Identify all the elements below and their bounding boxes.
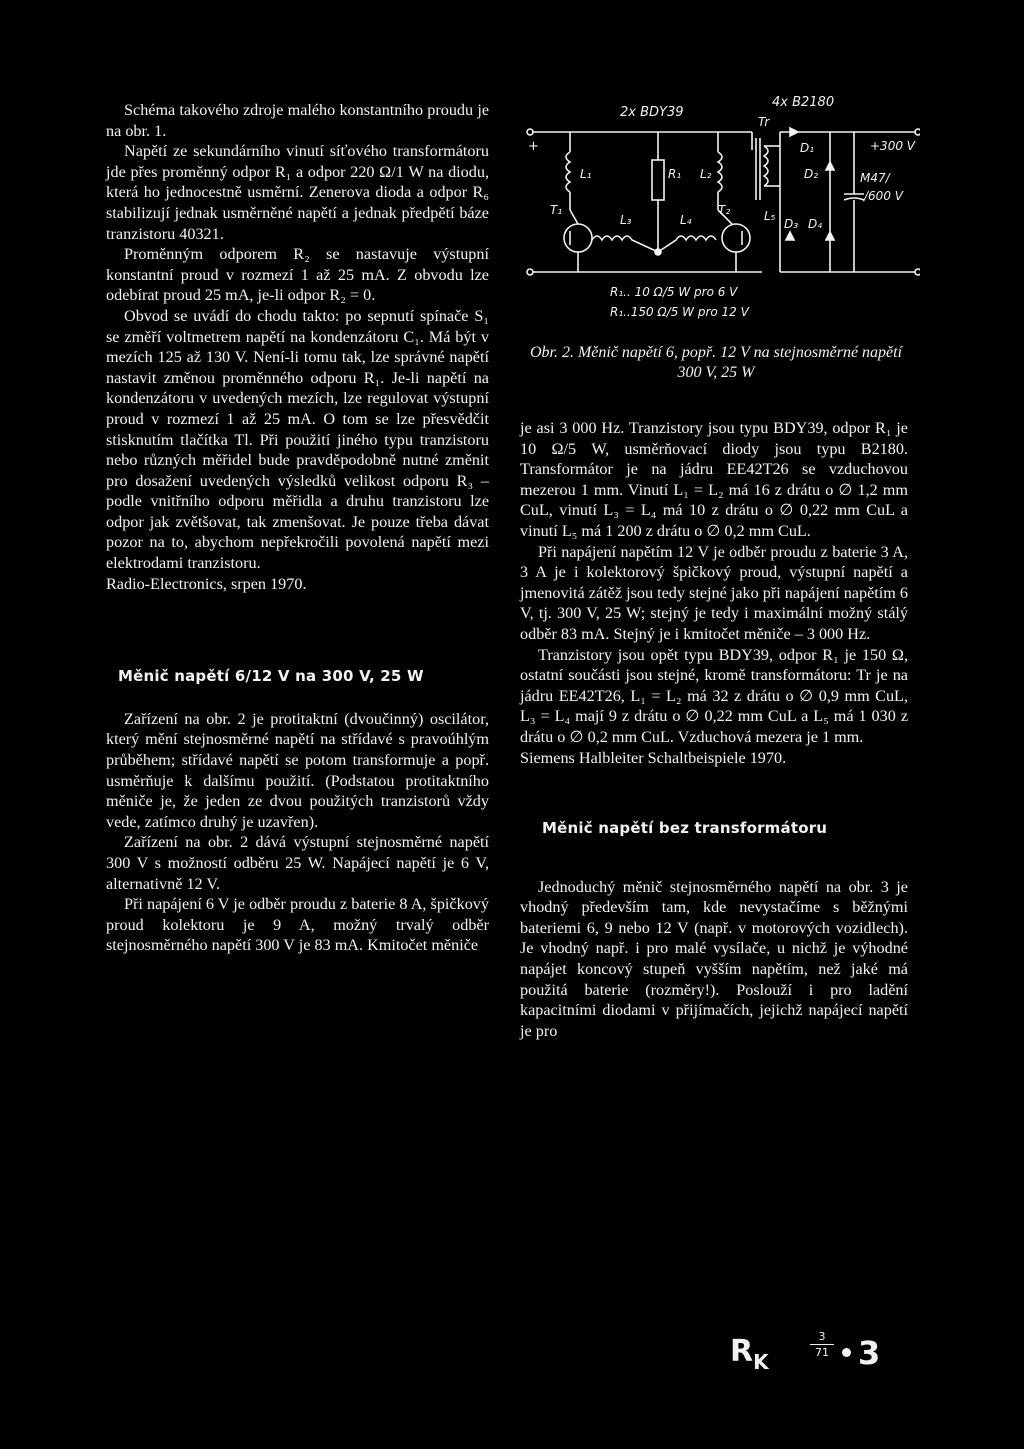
l2-label: L₂ [700, 167, 712, 181]
output-voltage-label: +300 V [870, 139, 915, 153]
paragraph: Jednoduchý měnič stejnosměrného napětí na obr. 3 je vhodný především tam, kde nevystačíme s běžnými bateriemi 6, 9 nebo 12 V (např. v motorových vozidlech). Je vhodný např. i pro malé vysílače, u nichž je výhodné napájet koncový stupeň vyšším napětím, než jaké má použitá baterie (rozměry!). Poslouží i pro ladění kapacitními diodami v přijímačích, jejichž napájecí napětí je pro [520, 877, 908, 1040]
paragraph: je asi 3 000 Hz. Tranzistory jsou typu BDY39, odpor R₁ je 10 Ω/5 W, usměrňovací diody jsou typu B2180. Transformátor je na jádru EE42T26 se vzduchovou mezerou 1 mm. Vinutí L₁ = L₂ má 16 z drátu o ∅ 1,2 mm CuL, vinutí L₃ = L₄ má 10 z drátu o ∅ 0,22 mm CuL a vinutí L₅ má 1 200 z drátu o ∅ 0,2 mm CuL. [520, 419, 908, 540]
paragraph: Obvod se uvádí do chodu takto: po sepnutí spínače S₁ se změří voltmetrem napětí na kondenzátoru C₁. Má být v mezích 125 až 130 V. Není-li tomu tak, lze správné napětí nastavit změnou proměnného odporu R₁. Je-li napětí na kondenzátoru v uvedených mezích, lze regulovat výstupní proud v rozmezí 1 až 25 mA. O tom se lze přesvědčit stisknutím tlačítka Tl. Při použití jiného typu tranzistoru nebo různých měřidel bude pravděpodobně nutné změnit pro dosažení uvedených výsledků velikost odporu R₃ – podle vnitřního odporu měřidla a druhu tranzistoru lze odpor jak zvětšovat, tak zmenšovat. Je pouze třeba dávat pozor na to, abychom nepřekročili povolená napětí mezi elektrodami tranzistoru. [106, 306, 489, 573]
section-heading: Měnič napětí bez transformátoru [542, 819, 828, 838]
d1-label: D₁ [800, 141, 815, 155]
transistor-label: 2x BDY39 [620, 105, 684, 120]
diode-label: 4x B2180 [772, 95, 835, 110]
right-column [520, 418, 908, 1041]
l5-label: L₅ [764, 209, 776, 223]
source-citation: Radio-Electronics, srpen 1970. [106, 574, 307, 593]
capacitor-voltage-label: /600 V [864, 189, 903, 203]
page-footer [730, 1330, 920, 1380]
paragraph: Tranzistory jsou opět typu BDY39, odpor R₁ je 150 Ω, ostatní součásti jsou stejné, kromě transformátoru: Tr je na jádru EE42T26, L₁ = L₂ má 32 z drátu o ∅ 0,9 mm CuL, L₃ = L₄ mají 9 z drátu o ∅ 0,22 mm CuL a L₅ má 1 030 z drátu o ∅ 0,2 mm CuL. Vzduchová mezera je 1 mm. [520, 645, 908, 746]
t1-label: T₁ [550, 203, 563, 217]
plus-label: + [528, 139, 539, 154]
paragraph: Při napájení napětím 12 V je odběr proudu z baterie 3 A, 3 A je i kolektorový špičkový proud, výstupní napětí a jmenovitá zátěž jsou tedy stejné jako při napájení napětím 6 V, tj. 300 V, 25 W; stejný je tedy i maximální možný stálý odběr 83 mA. Stejný je i kmitočet měniče – 3 000 Hz. [520, 542, 908, 643]
resistor-note: R₁..150 Ω/5 W pro 12 V [610, 305, 749, 319]
t2-label: T₂ [718, 203, 731, 217]
paragraph: Zařízení na obr. 2 je protitaktní (dvoučinný) oscilátor, který mění stejnosměrné napětí na střídavé s pravoúhlým průběhem; střídavé napětí se potom transformuje a popř. usměrňuje k dalšímu použití. (Podstatou protitaktního měniče je, že jeden ze dvou použitých tranzistorů vždy vede, zatímco druhý je uzavřen). [106, 709, 489, 831]
paragraph: Zařízení na obr. 2 dává výstupní stejnosměrné napětí 300 V s možností odběru 25 W. Napájecí napětí je 6 V, alternativně 12 V. [106, 833, 489, 893]
capacitor-label: M47/ [860, 171, 890, 185]
tr-label: Tr [758, 115, 770, 129]
paragraph: Napětí ze sekundárního vinutí síťového transformátoru jde přes proměnný odpor R₁ a odpor 220 Ω/1 W na diodu, která ho jednocestně usměrní. Zenerova dioda a odpor R₆ stabilizují jednak usměrněné napětí a jednak předpětí báze tranzistoru 40321. [106, 142, 489, 243]
page-number: 3 [858, 1334, 881, 1372]
l3-label: L₃ [620, 213, 632, 227]
issue-number: 3 71 [810, 1330, 834, 1359]
resistor-note: R₁.. 10 Ω/5 W pro 6 V [610, 285, 738, 299]
l1-label: L₁ [580, 167, 592, 181]
l4-label: L₄ [680, 213, 692, 227]
figure-caption: Obr. 2. Měnič napětí 6, popř. 12 V na stejnosměrné napětí 300 V, 25 W [529, 344, 903, 381]
section-heading: Měnič napětí 6/12 V na 300 V, 25 W [118, 667, 424, 686]
d3-label: D₃ [784, 217, 799, 231]
d2-label: D₂ [804, 167, 819, 181]
left-column [106, 100, 489, 956]
magazine-logo: $R_K$ [730, 1334, 769, 1374]
paragraph: Proměnným odporem R₂ se nastavuje výstupní konstantní proud v rozmezí 1 až 25 mA. Z obvodu lze odebírat proud 25 mA, je-li odpor R₂ = 0. [106, 245, 489, 305]
paragraph: Při napájení 6 V je odběr proudu z baterie 8 A, špičkový proud kolektoru je 9 A, možný trvalý odběr stejnosměrného napětí 300 V je 83 mA. Kmitočet měniče [106, 895, 489, 955]
source-citation: Siemens Halbleiter Schaltbeispiele 1970. [520, 748, 787, 767]
circuit-diagram [520, 90, 920, 350]
r1-label: R₁ [668, 167, 682, 181]
separator-dot [842, 1348, 851, 1357]
d4-label: D₄ [808, 217, 823, 231]
paragraph: Schéma takového zdroje malého konstantního proudu je na obr. 1. [106, 101, 489, 140]
